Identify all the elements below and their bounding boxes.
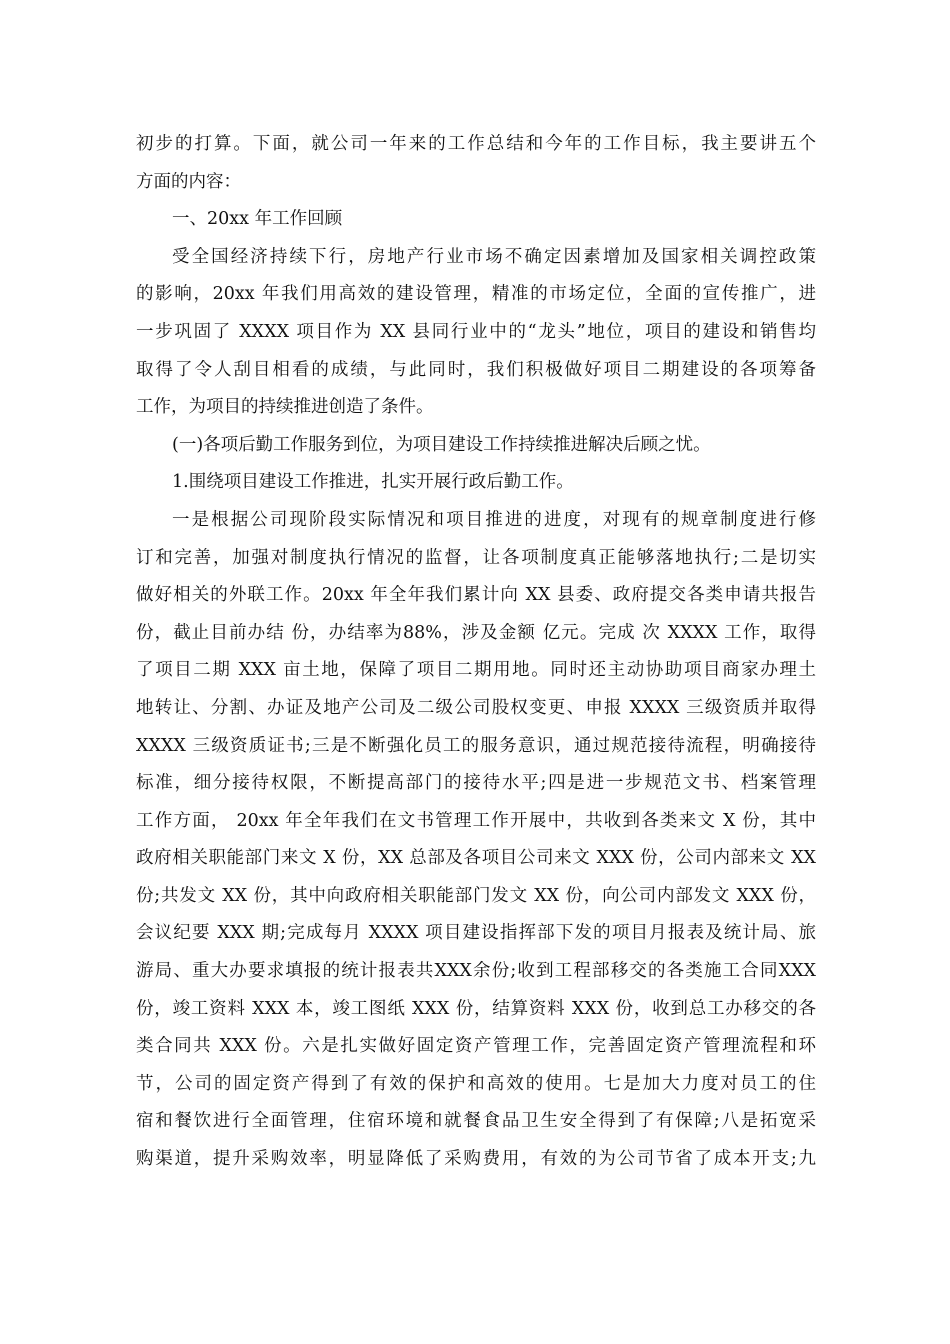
text-line: 了项目二期 XXX 亩土地，保障了项目二期用地。同时还主动协助项目商家办理土 xyxy=(136,660,816,681)
text-line: 受全国经济持续下行，房地产行业市场不确定因素增加及国家相关调控政策 xyxy=(172,246,816,267)
text-line: 标准，细分接待权限，不断提高部门的接待水平;四是进一步规范文书、档案管理 xyxy=(136,773,816,794)
text-line: 的影响，20xx 年我们用高效的建设管理，精准的市场定位，全面的宣传推广，进 xyxy=(136,284,816,305)
text-line: 取得了令人刮目相看的成绩，与此同时，我们积极做好项目二期建设的各项筹备 xyxy=(136,359,816,380)
text-line: (一)各项后勤工作服务到位，为项目建设工作持续推进解决后顾之忧。 xyxy=(172,434,711,455)
text-line: 游局、重大办要求填报的统计报表共XXX余份;收到工程部移交的各类施工合同XXX xyxy=(136,961,816,982)
text-line: 方面的内容： xyxy=(136,171,241,192)
text-line: 初步的打算。下面，就公司一年来的工作总结和今年的工作目标，我主要讲五个 xyxy=(136,134,816,154)
text-line: 类合同共 XXX 份。六是扎实做好固定资产管理工作，完善固定资产管理流程和环 xyxy=(136,1036,816,1057)
text-line: 工作方面， 20xx 年全年我们在文书管理工作开展中，共收到各类来文 X 份，其中 xyxy=(136,810,816,831)
text-line: 份，竣工资料 XXX 本，竣工图纸 XXX 份，结算资料 XXX 份，收到总工办移交的各 xyxy=(136,998,816,1019)
text-line: 做好相关的外联工作。20xx 年全年我们累计向 XX 县委、政府提交各类申请共报告 xyxy=(136,585,816,606)
text-line: 工作，为项目的持续推进创造了条件。 xyxy=(136,397,434,418)
text-line: 份;共发文 XX 份，其中向政府相关职能部门发文 XX 份，向公司内部发文 XXX 份， xyxy=(136,885,816,906)
text-line: 政府相关职能部门来文 X 份，XX 总部及各项目公司来文 XXX 份，公司内部来文 XX xyxy=(136,848,816,869)
text-line: 一、20xx 年工作回顾 xyxy=(172,209,343,230)
text-line: 1.围绕项目建设工作推进，扎实开展行政后勤工作。 xyxy=(172,472,574,493)
text-line: 份，截止目前办结 份，办结率为88%，涉及金额 亿元。完成 次 XXXX 工作，取得 xyxy=(136,622,816,643)
text-line: 会议纪要 XXX 期;完成每月 XXXX 项目建设指挥部下发的项目月报表及统计局、旅 xyxy=(136,923,816,944)
text-line: 宿和餐饮进行全面管理，住宿环境和就餐食品卫生安全得到了有保障;八是拓宽采 xyxy=(136,1111,816,1132)
text-line: 一步巩固了 XXXX 项目作为 XX 县同行业中的“龙头”地位，项目的建设和销售均 xyxy=(136,321,816,342)
document-body xyxy=(136,126,816,1179)
text-line: 订和完善，加强对制度执行情况的监督，让各项制度真正能够落地执行;二是切实 xyxy=(136,547,816,568)
text-line: 购渠道，提升采购效率，明显降低了采购费用，有效的为公司节省了成本开支;九 xyxy=(136,1149,816,1170)
text-line: XXXX 三级资质证书;三是不断强化员工的服务意识，通过规范接待流程，明确接待 xyxy=(136,735,816,756)
text-line: 一是根据公司现阶段实际情况和项目推进的进度，对现有的规章制度进行修 xyxy=(172,509,816,530)
text-line: 节，公司的固定资产得到了有效的保护和高效的使用。七是加大力度对员工的住 xyxy=(136,1073,816,1094)
text-line: 地转让、分割、办证及地产公司及二级公司股权变更、申报 XXXX 三级资质并取得 xyxy=(136,697,816,718)
